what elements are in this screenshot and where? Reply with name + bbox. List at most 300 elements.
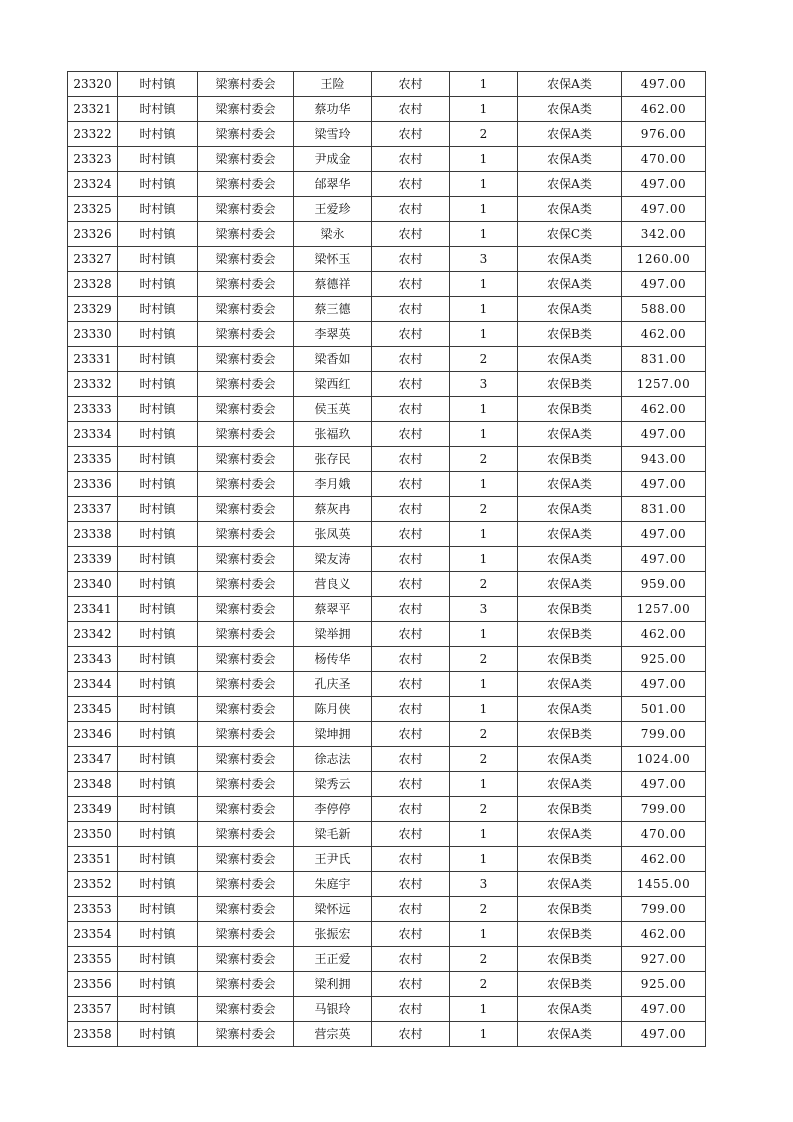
village-cell: 梁寨村委会 (198, 747, 294, 772)
record-id-cell: 23337 (68, 497, 118, 522)
record-id-cell: 23356 (68, 972, 118, 997)
table-row (68, 997, 706, 1022)
town-cell: 时村镇 (118, 247, 198, 272)
village-cell: 梁寨村委会 (198, 597, 294, 622)
table-row (68, 697, 706, 722)
town-cell: 时村镇 (118, 97, 198, 122)
name-cell: 梁香如 (294, 347, 372, 372)
area-type-cell: 农村 (372, 672, 450, 697)
table-row (68, 647, 706, 672)
insurance-category-cell: 农保B类 (518, 797, 622, 822)
amount-cell: 497.00 (622, 547, 706, 572)
insurance-category-cell: 农保B类 (518, 622, 622, 647)
insurance-category-cell: 农保A类 (518, 297, 622, 322)
household-count-cell: 1 (450, 397, 518, 422)
village-cell: 梁寨村委会 (198, 422, 294, 447)
town-cell: 时村镇 (118, 547, 198, 572)
village-cell: 梁寨村委会 (198, 1022, 294, 1047)
household-count-cell: 1 (450, 922, 518, 947)
area-type-cell: 农村 (372, 247, 450, 272)
insurance-category-cell: 农保A类 (518, 197, 622, 222)
amount-cell: 799.00 (622, 722, 706, 747)
village-cell: 梁寨村委会 (198, 672, 294, 697)
table-row (68, 247, 706, 272)
area-type-cell: 农村 (372, 372, 450, 397)
village-cell: 梁寨村委会 (198, 722, 294, 747)
town-cell: 时村镇 (118, 972, 198, 997)
area-type-cell: 农村 (372, 222, 450, 247)
table-row (68, 897, 706, 922)
table-row (68, 847, 706, 872)
area-type-cell: 农村 (372, 472, 450, 497)
name-cell: 尹成金 (294, 147, 372, 172)
village-cell: 梁寨村委会 (198, 297, 294, 322)
household-count-cell: 1 (450, 772, 518, 797)
name-cell: 张振宏 (294, 922, 372, 947)
table-row (68, 297, 706, 322)
area-type-cell: 农村 (372, 97, 450, 122)
record-id-cell: 23333 (68, 397, 118, 422)
town-cell: 时村镇 (118, 922, 198, 947)
amount-cell: 799.00 (622, 897, 706, 922)
name-cell: 梁友涛 (294, 547, 372, 572)
amount-cell: 925.00 (622, 972, 706, 997)
area-type-cell: 农村 (372, 347, 450, 372)
amount-cell: 462.00 (622, 922, 706, 947)
insurance-category-cell: 农保A类 (518, 72, 622, 97)
village-cell: 梁寨村委会 (198, 72, 294, 97)
village-cell: 梁寨村委会 (198, 247, 294, 272)
household-count-cell: 1 (450, 422, 518, 447)
insurance-category-cell: 农保A类 (518, 672, 622, 697)
town-cell: 时村镇 (118, 1022, 198, 1047)
insurance-category-cell: 农保A类 (518, 272, 622, 297)
amount-cell: 462.00 (622, 847, 706, 872)
table-row (68, 622, 706, 647)
table-row (68, 597, 706, 622)
household-count-cell: 2 (450, 122, 518, 147)
area-type-cell: 农村 (372, 697, 450, 722)
record-id-cell: 23324 (68, 172, 118, 197)
name-cell: 邰翠华 (294, 172, 372, 197)
table-row (68, 347, 706, 372)
table-row (68, 447, 706, 472)
village-cell: 梁寨村委会 (198, 897, 294, 922)
area-type-cell: 农村 (372, 147, 450, 172)
town-cell: 时村镇 (118, 147, 198, 172)
town-cell: 时村镇 (118, 447, 198, 472)
amount-cell: 497.00 (622, 172, 706, 197)
table-row (68, 372, 706, 397)
household-count-cell: 1 (450, 72, 518, 97)
amount-cell: 1257.00 (622, 372, 706, 397)
record-id-cell: 23350 (68, 822, 118, 847)
amount-cell: 831.00 (622, 347, 706, 372)
record-id-cell: 23322 (68, 122, 118, 147)
amount-cell: 497.00 (622, 672, 706, 697)
area-type-cell: 农村 (372, 997, 450, 1022)
insurance-category-cell: 农保B类 (518, 847, 622, 872)
record-id-cell: 23329 (68, 297, 118, 322)
record-id-cell: 23327 (68, 247, 118, 272)
name-cell: 王险 (294, 72, 372, 97)
record-id-cell: 23346 (68, 722, 118, 747)
record-id-cell: 23355 (68, 947, 118, 972)
amount-cell: 799.00 (622, 797, 706, 822)
records-table-body (68, 72, 706, 1047)
record-id-cell: 23338 (68, 522, 118, 547)
record-id-cell: 23343 (68, 647, 118, 672)
name-cell: 梁西红 (294, 372, 372, 397)
town-cell: 时村镇 (118, 497, 198, 522)
village-cell: 梁寨村委会 (198, 347, 294, 372)
village-cell: 梁寨村委会 (198, 472, 294, 497)
insurance-category-cell: 农保B类 (518, 972, 622, 997)
table-row (68, 872, 706, 897)
village-cell: 梁寨村委会 (198, 772, 294, 797)
name-cell: 营宗英 (294, 1022, 372, 1047)
area-type-cell: 农村 (372, 197, 450, 222)
record-id-cell: 23340 (68, 572, 118, 597)
insurance-category-cell: 农保A类 (518, 822, 622, 847)
household-count-cell: 3 (450, 597, 518, 622)
table-row (68, 947, 706, 972)
record-id-cell: 23351 (68, 847, 118, 872)
amount-cell: 497.00 (622, 1022, 706, 1047)
name-cell: 蔡翠平 (294, 597, 372, 622)
amount-cell: 1260.00 (622, 247, 706, 272)
household-count-cell: 3 (450, 372, 518, 397)
insurance-category-cell: 农保A类 (518, 572, 622, 597)
insurance-category-cell: 农保A类 (518, 147, 622, 172)
record-id-cell: 23342 (68, 622, 118, 647)
village-cell: 梁寨村委会 (198, 147, 294, 172)
area-type-cell: 农村 (372, 947, 450, 972)
town-cell: 时村镇 (118, 272, 198, 297)
town-cell: 时村镇 (118, 572, 198, 597)
table-row (68, 97, 706, 122)
name-cell: 蔡功华 (294, 97, 372, 122)
name-cell: 李停停 (294, 797, 372, 822)
town-cell: 时村镇 (118, 372, 198, 397)
name-cell: 梁举拥 (294, 622, 372, 647)
insurance-category-cell: 农保A类 (518, 97, 622, 122)
town-cell: 时村镇 (118, 222, 198, 247)
table-row (68, 547, 706, 572)
amount-cell: 497.00 (622, 772, 706, 797)
name-cell: 梁怀玉 (294, 247, 372, 272)
name-cell: 蔡灰冉 (294, 497, 372, 522)
town-cell: 时村镇 (118, 822, 198, 847)
name-cell: 李月娥 (294, 472, 372, 497)
household-count-cell: 2 (450, 897, 518, 922)
table-row (68, 472, 706, 497)
name-cell: 梁坤拥 (294, 722, 372, 747)
amount-cell: 497.00 (622, 422, 706, 447)
household-count-cell: 2 (450, 647, 518, 672)
village-cell: 梁寨村委会 (198, 872, 294, 897)
record-id-cell: 23330 (68, 322, 118, 347)
record-id-cell: 23336 (68, 472, 118, 497)
household-count-cell: 1 (450, 697, 518, 722)
village-cell: 梁寨村委会 (198, 822, 294, 847)
village-cell: 梁寨村委会 (198, 572, 294, 597)
insurance-category-cell: 农保A类 (518, 422, 622, 447)
household-count-cell: 1 (450, 997, 518, 1022)
name-cell: 梁秀云 (294, 772, 372, 797)
record-id-cell: 23320 (68, 72, 118, 97)
insurance-category-cell: 农保B类 (518, 372, 622, 397)
name-cell: 张福玖 (294, 422, 372, 447)
name-cell: 张存民 (294, 447, 372, 472)
amount-cell: 1024.00 (622, 747, 706, 772)
household-count-cell: 1 (450, 672, 518, 697)
table-row (68, 822, 706, 847)
amount-cell: 588.00 (622, 297, 706, 322)
area-type-cell: 农村 (372, 322, 450, 347)
area-type-cell: 农村 (372, 1022, 450, 1047)
insurance-category-cell: 农保A类 (518, 122, 622, 147)
insurance-category-cell: 农保B类 (518, 897, 622, 922)
amount-cell: 976.00 (622, 122, 706, 147)
table-row (68, 797, 706, 822)
record-id-cell: 23348 (68, 772, 118, 797)
insurance-category-cell: 农保B类 (518, 647, 622, 672)
area-type-cell: 农村 (372, 397, 450, 422)
town-cell: 时村镇 (118, 172, 198, 197)
town-cell: 时村镇 (118, 597, 198, 622)
insurance-category-cell: 农保B类 (518, 922, 622, 947)
town-cell: 时村镇 (118, 797, 198, 822)
amount-cell: 501.00 (622, 697, 706, 722)
town-cell: 时村镇 (118, 847, 198, 872)
area-type-cell: 农村 (372, 797, 450, 822)
table-row (68, 172, 706, 197)
name-cell: 王爱珍 (294, 197, 372, 222)
village-cell: 梁寨村委会 (198, 372, 294, 397)
amount-cell: 925.00 (622, 647, 706, 672)
record-id-cell: 23323 (68, 147, 118, 172)
name-cell: 王尹氏 (294, 847, 372, 872)
household-count-cell: 3 (450, 872, 518, 897)
record-id-cell: 23326 (68, 222, 118, 247)
household-count-cell: 1 (450, 847, 518, 872)
amount-cell: 462.00 (622, 622, 706, 647)
records-table (67, 71, 706, 1047)
name-cell: 蔡德祥 (294, 272, 372, 297)
household-count-cell: 1 (450, 1022, 518, 1047)
name-cell: 梁怀远 (294, 897, 372, 922)
area-type-cell: 农村 (372, 422, 450, 447)
household-count-cell: 1 (450, 197, 518, 222)
area-type-cell: 农村 (372, 297, 450, 322)
amount-cell: 497.00 (622, 272, 706, 297)
amount-cell: 462.00 (622, 397, 706, 422)
household-count-cell: 1 (450, 297, 518, 322)
area-type-cell: 农村 (372, 822, 450, 847)
town-cell: 时村镇 (118, 747, 198, 772)
village-cell: 梁寨村委会 (198, 947, 294, 972)
household-count-cell: 1 (450, 822, 518, 847)
insurance-category-cell: 农保A类 (518, 497, 622, 522)
table-row (68, 397, 706, 422)
town-cell: 时村镇 (118, 422, 198, 447)
insurance-category-cell: 农保B类 (518, 322, 622, 347)
household-count-cell: 2 (450, 347, 518, 372)
household-count-cell: 3 (450, 247, 518, 272)
household-count-cell: 1 (450, 272, 518, 297)
record-id-cell: 23347 (68, 747, 118, 772)
town-cell: 时村镇 (118, 297, 198, 322)
area-type-cell: 农村 (372, 622, 450, 647)
amount-cell: 497.00 (622, 997, 706, 1022)
village-cell: 梁寨村委会 (198, 222, 294, 247)
area-type-cell: 农村 (372, 447, 450, 472)
amount-cell: 462.00 (622, 322, 706, 347)
record-id-cell: 23321 (68, 97, 118, 122)
town-cell: 时村镇 (118, 472, 198, 497)
table-row (68, 197, 706, 222)
table-row (68, 922, 706, 947)
household-count-cell: 2 (450, 497, 518, 522)
table-row (68, 747, 706, 772)
record-id-cell: 23339 (68, 547, 118, 572)
amount-cell: 497.00 (622, 197, 706, 222)
amount-cell: 342.00 (622, 222, 706, 247)
household-count-cell: 1 (450, 97, 518, 122)
insurance-category-cell: 农保C类 (518, 222, 622, 247)
town-cell: 时村镇 (118, 347, 198, 372)
name-cell: 梁毛新 (294, 822, 372, 847)
insurance-category-cell: 农保B类 (518, 397, 622, 422)
household-count-cell: 2 (450, 722, 518, 747)
household-count-cell: 1 (450, 147, 518, 172)
table-row (68, 72, 706, 97)
table-row (68, 522, 706, 547)
area-type-cell: 农村 (372, 772, 450, 797)
table-row (68, 272, 706, 297)
town-cell: 时村镇 (118, 697, 198, 722)
village-cell: 梁寨村委会 (198, 197, 294, 222)
amount-cell: 831.00 (622, 497, 706, 522)
insurance-category-cell: 农保A类 (518, 997, 622, 1022)
amount-cell: 497.00 (622, 72, 706, 97)
name-cell: 梁利拥 (294, 972, 372, 997)
name-cell: 营良义 (294, 572, 372, 597)
town-cell: 时村镇 (118, 772, 198, 797)
name-cell: 陈月侠 (294, 697, 372, 722)
town-cell: 时村镇 (118, 647, 198, 672)
insurance-category-cell: 农保A类 (518, 772, 622, 797)
record-id-cell: 23358 (68, 1022, 118, 1047)
table-row (68, 772, 706, 797)
household-count-cell: 1 (450, 622, 518, 647)
table-row (68, 497, 706, 522)
area-type-cell: 农村 (372, 122, 450, 147)
town-cell: 时村镇 (118, 72, 198, 97)
village-cell: 梁寨村委会 (198, 922, 294, 947)
record-id-cell: 23325 (68, 197, 118, 222)
insurance-category-cell: 农保B类 (518, 447, 622, 472)
household-count-cell: 2 (450, 972, 518, 997)
insurance-category-cell: 农保A类 (518, 472, 622, 497)
village-cell: 梁寨村委会 (198, 697, 294, 722)
insurance-category-cell: 农保A类 (518, 247, 622, 272)
village-cell: 梁寨村委会 (198, 97, 294, 122)
area-type-cell: 农村 (372, 497, 450, 522)
insurance-category-cell: 农保A类 (518, 747, 622, 772)
area-type-cell: 农村 (372, 172, 450, 197)
table-row (68, 147, 706, 172)
name-cell: 孔庆圣 (294, 672, 372, 697)
insurance-category-cell: 农保A类 (518, 172, 622, 197)
household-count-cell: 2 (450, 447, 518, 472)
table-row (68, 972, 706, 997)
name-cell: 李翠英 (294, 322, 372, 347)
record-id-cell: 23341 (68, 597, 118, 622)
record-id-cell: 23328 (68, 272, 118, 297)
amount-cell: 959.00 (622, 572, 706, 597)
amount-cell: 470.00 (622, 822, 706, 847)
area-type-cell: 农村 (372, 547, 450, 572)
amount-cell: 943.00 (622, 447, 706, 472)
amount-cell: 1455.00 (622, 872, 706, 897)
town-cell: 时村镇 (118, 672, 198, 697)
village-cell: 梁寨村委会 (198, 997, 294, 1022)
village-cell: 梁寨村委会 (198, 797, 294, 822)
area-type-cell: 农村 (372, 897, 450, 922)
town-cell: 时村镇 (118, 997, 198, 1022)
record-id-cell: 23357 (68, 997, 118, 1022)
town-cell: 时村镇 (118, 872, 198, 897)
record-id-cell: 23332 (68, 372, 118, 397)
amount-cell: 470.00 (622, 147, 706, 172)
area-type-cell: 农村 (372, 72, 450, 97)
area-type-cell: 农村 (372, 872, 450, 897)
amount-cell: 927.00 (622, 947, 706, 972)
village-cell: 梁寨村委会 (198, 647, 294, 672)
household-count-cell: 1 (450, 547, 518, 572)
insurance-category-cell: 农保A类 (518, 872, 622, 897)
record-id-cell: 23353 (68, 897, 118, 922)
name-cell: 蔡三德 (294, 297, 372, 322)
household-count-cell: 2 (450, 572, 518, 597)
village-cell: 梁寨村委会 (198, 622, 294, 647)
amount-cell: 462.00 (622, 97, 706, 122)
amount-cell: 497.00 (622, 472, 706, 497)
area-type-cell: 农村 (372, 647, 450, 672)
area-type-cell: 农村 (372, 597, 450, 622)
household-count-cell: 2 (450, 797, 518, 822)
table-row (68, 122, 706, 147)
village-cell: 梁寨村委会 (198, 522, 294, 547)
insurance-category-cell: 农保B类 (518, 597, 622, 622)
amount-cell: 497.00 (622, 522, 706, 547)
name-cell: 梁永 (294, 222, 372, 247)
record-id-cell: 23354 (68, 922, 118, 947)
household-count-cell: 2 (450, 747, 518, 772)
insurance-category-cell: 农保A类 (518, 547, 622, 572)
insurance-category-cell: 农保A类 (518, 1022, 622, 1047)
town-cell: 时村镇 (118, 622, 198, 647)
record-id-cell: 23344 (68, 672, 118, 697)
household-count-cell: 1 (450, 522, 518, 547)
town-cell: 时村镇 (118, 722, 198, 747)
village-cell: 梁寨村委会 (198, 547, 294, 572)
table-row (68, 572, 706, 597)
village-cell: 梁寨村委会 (198, 172, 294, 197)
insurance-category-cell: 农保A类 (518, 697, 622, 722)
